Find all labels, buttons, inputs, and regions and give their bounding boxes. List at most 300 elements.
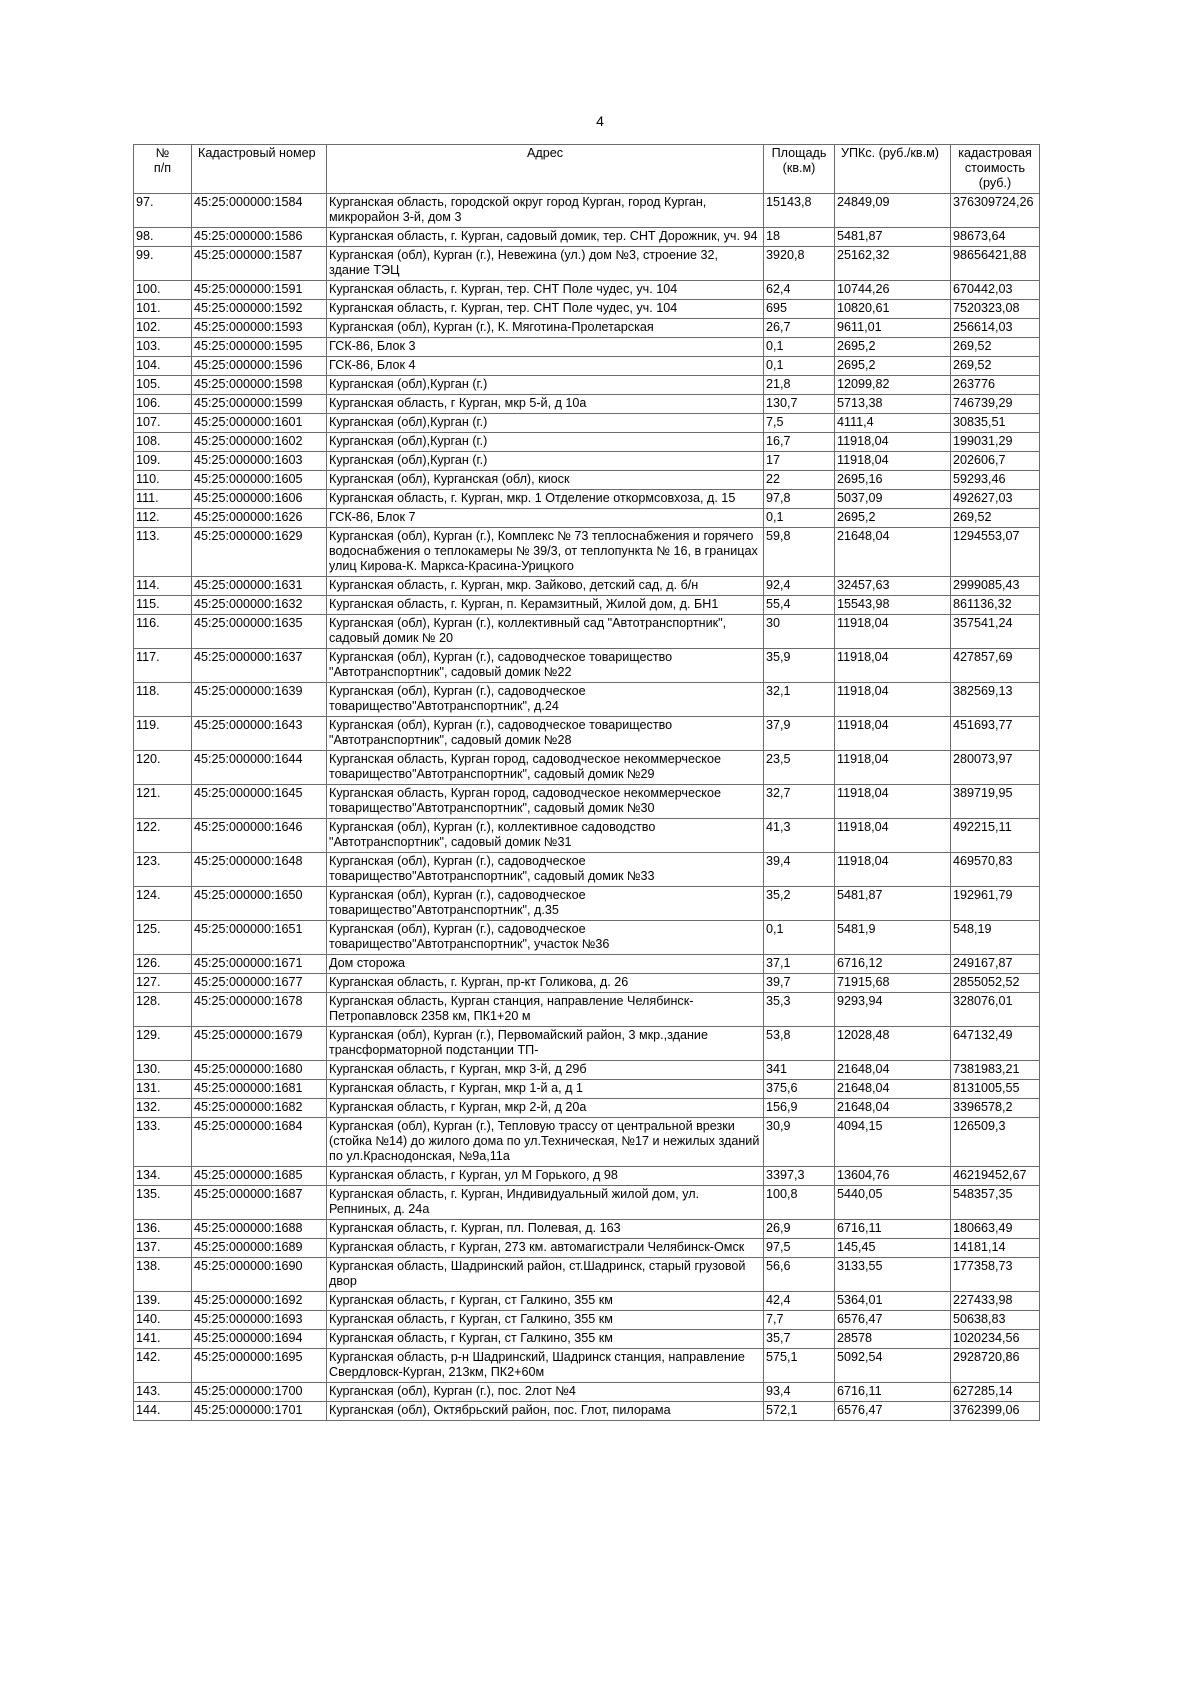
row-number: 136. xyxy=(134,1220,192,1239)
row-number: 125. xyxy=(134,921,192,955)
address: ГСК-86, Блок 3 xyxy=(327,338,764,357)
row-number: 102. xyxy=(134,319,192,338)
cadastral-table xyxy=(133,144,1040,1421)
address: Курганская (обл), Курган (г.), Первомайский район, 3 мкр.,здание трансформаторной подстанции ТП- xyxy=(327,1027,764,1061)
row-number: 112. xyxy=(134,509,192,528)
address: Курганская (обл), Курган (г.), Тепловую трассу от центральной врезки (стойка №14) до жилого дома по ул.Техническая, №17 и нежилых зданий по ул.Краснодонская, №9а,11а xyxy=(327,1118,764,1167)
area: 0,1 xyxy=(764,338,835,357)
cadastral-number: 45:25:000000:1690 xyxy=(192,1258,327,1292)
area: 56,6 xyxy=(764,1258,835,1292)
cadastral-number: 45:25:000000:1599 xyxy=(192,395,327,414)
table-row xyxy=(134,376,1040,395)
row-number: 113. xyxy=(134,528,192,577)
upks: 25162,32 xyxy=(835,247,951,281)
cadastral-value: 328076,01 xyxy=(951,993,1040,1027)
upks: 145,45 xyxy=(835,1239,951,1258)
address: Курганская область, Курган станция, направление Челябинск-Петропавловск 2358 км, ПК1+20 м xyxy=(327,993,764,1027)
row-number: 132. xyxy=(134,1099,192,1118)
cadastral-value: 1294553,07 xyxy=(951,528,1040,577)
table-row xyxy=(134,300,1040,319)
table-row xyxy=(134,357,1040,376)
upks: 5092,54 xyxy=(835,1349,951,1383)
cadastral-number: 45:25:000000:1595 xyxy=(192,338,327,357)
upks: 9611,01 xyxy=(835,319,951,338)
address: Курганская область, г Курган, мкр 1-й а, д 1 xyxy=(327,1080,764,1099)
cadastral-value: 3762399,06 xyxy=(951,1402,1040,1421)
upks: 21648,04 xyxy=(835,1080,951,1099)
cadastral-number: 45:25:000000:1671 xyxy=(192,955,327,974)
table-row xyxy=(134,1330,1040,1349)
address: Курганская область, г. Курган, тер. СНТ Поле чудес, уч. 104 xyxy=(327,300,764,319)
upks: 11918,04 xyxy=(835,649,951,683)
area: 35,2 xyxy=(764,887,835,921)
upks: 3133,55 xyxy=(835,1258,951,1292)
row-number: 140. xyxy=(134,1311,192,1330)
row-number: 129. xyxy=(134,1027,192,1061)
area: 18 xyxy=(764,228,835,247)
upks: 11918,04 xyxy=(835,615,951,649)
cadastral-number: 45:25:000000:1678 xyxy=(192,993,327,1027)
cadastral-number: 45:25:000000:1694 xyxy=(192,1330,327,1349)
table-row xyxy=(134,1167,1040,1186)
row-number: 130. xyxy=(134,1061,192,1080)
table-row xyxy=(134,490,1040,509)
address: Курганская (обл), Курган (г.), садоводческое товарищество "Автотранспортник", садовый домик №28 xyxy=(327,717,764,751)
table-row xyxy=(134,1080,1040,1099)
address: Курганская область, г. Курган, тер. СНТ Поле чудес, уч. 104 xyxy=(327,281,764,300)
table-row xyxy=(134,452,1040,471)
cadastral-number: 45:25:000000:1689 xyxy=(192,1239,327,1258)
cadastral-value: 2855052,52 xyxy=(951,974,1040,993)
upks: 6716,11 xyxy=(835,1220,951,1239)
cadastral-value: 469570,83 xyxy=(951,853,1040,887)
row-number: 111. xyxy=(134,490,192,509)
area: 30 xyxy=(764,615,835,649)
cadastral-value: 199031,29 xyxy=(951,433,1040,452)
row-number: 117. xyxy=(134,649,192,683)
address: Курганская область, р-н Шадринский, Шадринск станция, направление Свердловск-Курган, 213км, ПК2+60м xyxy=(327,1349,764,1383)
area: 0,1 xyxy=(764,509,835,528)
address: Курганская область, г Курган, мкр 3-й, д 29б xyxy=(327,1061,764,1080)
address: Курганская (обл), Курган (г.), коллективное садоводство "Автотранспортник", садовый домик №31 xyxy=(327,819,764,853)
address: Курганская область, Курган город, садоводческое некоммерческое товарищество"Автотранспортник", садовый домик №30 xyxy=(327,785,764,819)
header-value-line2: стоимость xyxy=(964,161,1026,175)
cadastral-value: 263776 xyxy=(951,376,1040,395)
upks: 2695,2 xyxy=(835,338,951,357)
area: 7,7 xyxy=(764,1311,835,1330)
table-row xyxy=(134,414,1040,433)
row-number: 100. xyxy=(134,281,192,300)
table-row xyxy=(134,1239,1040,1258)
cadastral-number: 45:25:000000:1606 xyxy=(192,490,327,509)
area: 100,8 xyxy=(764,1186,835,1220)
table-row xyxy=(134,1118,1040,1167)
cadastral-value: 2999085,43 xyxy=(951,577,1040,596)
address: Курганская область, г. Курган, пл. Полевая, д. 163 xyxy=(327,1220,764,1239)
row-number: 122. xyxy=(134,819,192,853)
cadastral-value: 382569,13 xyxy=(951,683,1040,717)
cadastral-number: 45:25:000000:1680 xyxy=(192,1061,327,1080)
cadastral-number: 45:25:000000:1682 xyxy=(192,1099,327,1118)
row-number: 108. xyxy=(134,433,192,452)
upks: 11918,04 xyxy=(835,717,951,751)
area: 3397,3 xyxy=(764,1167,835,1186)
area: 32,1 xyxy=(764,683,835,717)
table-row xyxy=(134,993,1040,1027)
area: 0,1 xyxy=(764,357,835,376)
address: Курганская область, г. Курган, Индивидуальный жилой дом, ул. Репниных, д. 24а xyxy=(327,1186,764,1220)
address: Курганская область, г Курган, ст Галкино, 355 км xyxy=(327,1292,764,1311)
table-row xyxy=(134,717,1040,751)
cadastral-number: 45:25:000000:1601 xyxy=(192,414,327,433)
table-row xyxy=(134,615,1040,649)
address: Курганская область, г. Курган, мкр. Зайково, детский сад, д. б/н xyxy=(327,577,764,596)
upks: 4111,4 xyxy=(835,414,951,433)
cadastral-number: 45:25:000000:1648 xyxy=(192,853,327,887)
row-number: 114. xyxy=(134,577,192,596)
address: Курганская область, г. Курган, садовый домик, тер. СНТ Дорожник, уч. 94 xyxy=(327,228,764,247)
cadastral-value: 357541,24 xyxy=(951,615,1040,649)
cadastral-number: 45:25:000000:1587 xyxy=(192,247,327,281)
address: Дом сторожа xyxy=(327,955,764,974)
cadastral-number: 45:25:000000:1644 xyxy=(192,751,327,785)
upks: 21648,04 xyxy=(835,528,951,577)
table-row xyxy=(134,1402,1040,1421)
address: Курганская область, г. Курган, пр-кт Голикова, д. 26 xyxy=(327,974,764,993)
upks: 71915,68 xyxy=(835,974,951,993)
area: 35,3 xyxy=(764,993,835,1027)
cadastral-value: 14181,14 xyxy=(951,1239,1040,1258)
address: Курганская область, г Курган, ст Галкино, 355 км xyxy=(327,1330,764,1349)
cadastral-number: 45:25:000000:1684 xyxy=(192,1118,327,1167)
cadastral-value: 670442,03 xyxy=(951,281,1040,300)
cadastral-number: 45:25:000000:1603 xyxy=(192,452,327,471)
area: 0,1 xyxy=(764,921,835,955)
table-row xyxy=(134,319,1040,338)
area: 26,9 xyxy=(764,1220,835,1239)
row-number: 143. xyxy=(134,1383,192,1402)
cadastral-value: 126509,3 xyxy=(951,1118,1040,1167)
table-header-row xyxy=(134,145,1040,194)
table-row xyxy=(134,1061,1040,1080)
row-number: 134. xyxy=(134,1167,192,1186)
row-number: 123. xyxy=(134,853,192,887)
cadastral-number: 45:25:000000:1677 xyxy=(192,974,327,993)
cadastral-number: 45:25:000000:1693 xyxy=(192,1311,327,1330)
table-row xyxy=(134,1383,1040,1402)
cadastral-value: 177358,73 xyxy=(951,1258,1040,1292)
upks: 28578 xyxy=(835,1330,951,1349)
address: Курганская (обл),Курган (г.) xyxy=(327,414,764,433)
row-number: 119. xyxy=(134,717,192,751)
cadastral-number: 45:25:000000:1602 xyxy=(192,433,327,452)
upks: 11918,04 xyxy=(835,433,951,452)
table-row xyxy=(134,887,1040,921)
row-number: 118. xyxy=(134,683,192,717)
area: 39,7 xyxy=(764,974,835,993)
address: ГСК-86, Блок 7 xyxy=(327,509,764,528)
row-number: 99. xyxy=(134,247,192,281)
table-body xyxy=(134,194,1040,1421)
row-number: 144. xyxy=(134,1402,192,1421)
row-number: 137. xyxy=(134,1239,192,1258)
cadastral-number: 45:25:000000:1646 xyxy=(192,819,327,853)
cadastral-value: 389719,95 xyxy=(951,785,1040,819)
cadastral-value: 7381983,21 xyxy=(951,1061,1040,1080)
address: Курганская (обл), Курган (г.), К. Мяготина-Пролетарская xyxy=(327,319,764,338)
cadastral-number: 45:25:000000:1687 xyxy=(192,1186,327,1220)
table-row xyxy=(134,785,1040,819)
header-upks: УПКс. (руб./кв.м) xyxy=(835,145,951,194)
cadastral-value: 269,52 xyxy=(951,509,1040,528)
area: 17 xyxy=(764,452,835,471)
area: 35,7 xyxy=(764,1330,835,1349)
cadastral-value: 746739,29 xyxy=(951,395,1040,414)
table-row xyxy=(134,1258,1040,1292)
cadastral-number: 45:25:000000:1586 xyxy=(192,228,327,247)
upks: 10820,61 xyxy=(835,300,951,319)
header-area-line2: (кв.м) xyxy=(782,161,816,175)
cadastral-value: 98673,64 xyxy=(951,228,1040,247)
area: 53,8 xyxy=(764,1027,835,1061)
area: 55,4 xyxy=(764,596,835,615)
header-number-line1: № xyxy=(155,146,170,160)
area: 97,5 xyxy=(764,1239,835,1258)
cadastral-number: 45:25:000000:1688 xyxy=(192,1220,327,1239)
table-row xyxy=(134,228,1040,247)
table-row xyxy=(134,819,1040,853)
row-number: 135. xyxy=(134,1186,192,1220)
row-number: 141. xyxy=(134,1330,192,1349)
area: 23,5 xyxy=(764,751,835,785)
address: Курганская область, г Курган, ул М Горького, д 98 xyxy=(327,1167,764,1186)
area: 572,1 xyxy=(764,1402,835,1421)
row-number: 128. xyxy=(134,993,192,1027)
cadastral-number: 45:25:000000:1701 xyxy=(192,1402,327,1421)
address: Курганская (обл),Курган (г.) xyxy=(327,452,764,471)
table-row xyxy=(134,596,1040,615)
address: Курганская область, г. Курган, мкр. 1 Отделение откормсовхоза, д. 15 xyxy=(327,490,764,509)
address: Курганская область, Курган город, садоводческое некоммерческое товарищество"Автотранспортник", садовый домик №29 xyxy=(327,751,764,785)
address: Курганская (обл), Курганская (обл), киоск xyxy=(327,471,764,490)
row-number: 126. xyxy=(134,955,192,974)
area: 695 xyxy=(764,300,835,319)
area: 16,7 xyxy=(764,433,835,452)
cadastral-value: 2928720,86 xyxy=(951,1349,1040,1383)
row-number: 103. xyxy=(134,338,192,357)
address: Курганская (обл), Курган (г.), Невежина (ул.) дом №3, строение 32, здание ТЭЦ xyxy=(327,247,764,281)
cadastral-value: 376309724,26 xyxy=(951,194,1040,228)
cadastral-value: 59293,46 xyxy=(951,471,1040,490)
area: 59,8 xyxy=(764,528,835,577)
upks: 4094,15 xyxy=(835,1118,951,1167)
header-value-line1: кадастровая xyxy=(958,146,1032,160)
area: 21,8 xyxy=(764,376,835,395)
area: 375,6 xyxy=(764,1080,835,1099)
upks: 11918,04 xyxy=(835,683,951,717)
area: 37,1 xyxy=(764,955,835,974)
cadastral-number: 45:25:000000:1591 xyxy=(192,281,327,300)
cadastral-value: 548,19 xyxy=(951,921,1040,955)
area: 41,3 xyxy=(764,819,835,853)
address: Курганская (обл), Курган (г.), садоводческое товарищество"Автотранспортник", д.24 xyxy=(327,683,764,717)
row-number: 120. xyxy=(134,751,192,785)
table-row xyxy=(134,281,1040,300)
address: Курганская (обл), Курган (г.), садоводческое товарищество"Автотранспортник", участок №36 xyxy=(327,921,764,955)
table-row xyxy=(134,247,1040,281)
cadastral-value: 202606,7 xyxy=(951,452,1040,471)
cadastral-value: 256614,03 xyxy=(951,319,1040,338)
page-number: 4 xyxy=(596,113,604,129)
table-row xyxy=(134,1292,1040,1311)
area: 156,9 xyxy=(764,1099,835,1118)
header-area xyxy=(764,145,835,194)
table-row xyxy=(134,853,1040,887)
address: Курганская область, Шадринский район, ст.Шадринск, старый грузовой двор xyxy=(327,1258,764,1292)
cadastral-value: 180663,49 xyxy=(951,1220,1040,1239)
row-number: 131. xyxy=(134,1080,192,1099)
address: Курганская (обл),Курган (г.) xyxy=(327,376,764,395)
table-row xyxy=(134,1311,1040,1330)
cadastral-number: 45:25:000000:1651 xyxy=(192,921,327,955)
upks: 32457,63 xyxy=(835,577,951,596)
cadastral-value: 647132,49 xyxy=(951,1027,1040,1061)
cadastral-number: 45:25:000000:1605 xyxy=(192,471,327,490)
upks: 6716,11 xyxy=(835,1383,951,1402)
table-row xyxy=(134,955,1040,974)
cadastral-value: 548357,35 xyxy=(951,1186,1040,1220)
cadastral-number: 45:25:000000:1681 xyxy=(192,1080,327,1099)
header-area-line1: Площадь xyxy=(771,146,827,160)
table-row xyxy=(134,1027,1040,1061)
cadastral-number: 45:25:000000:1596 xyxy=(192,357,327,376)
cadastral-number: 45:25:000000:1635 xyxy=(192,615,327,649)
cadastral-number: 45:25:000000:1593 xyxy=(192,319,327,338)
table-row xyxy=(134,649,1040,683)
cadastral-value: 46219452,67 xyxy=(951,1167,1040,1186)
upks: 5481,9 xyxy=(835,921,951,955)
upks: 6576,47 xyxy=(835,1402,951,1421)
address: Курганская область, г. Курган, п. Керамзитный, Жилой дом, д. БН1 xyxy=(327,596,764,615)
cadastral-value: 269,52 xyxy=(951,357,1040,376)
row-number: 142. xyxy=(134,1349,192,1383)
address: Курганская область, г Курган, 273 км. автомагистрали Челябинск-Омск xyxy=(327,1239,764,1258)
table-row xyxy=(134,1099,1040,1118)
area: 30,9 xyxy=(764,1118,835,1167)
cadastral-number: 45:25:000000:1650 xyxy=(192,887,327,921)
area: 97,8 xyxy=(764,490,835,509)
address: Курганская (обл), Курган (г.), Комплекс № 73 теплоснабжения и горячего водоснабжения о теплокамеры № 39/3, от теплопункта № 16, в границах улиц Кирова-К. Маркса-Красина-Урицкого xyxy=(327,528,764,577)
address: Курганская (обл), Курган (г.), коллективный сад "Автотранспортник", садовый домик № 20 xyxy=(327,615,764,649)
table-row xyxy=(134,974,1040,993)
address: Курганская область, г Курган, ст Галкино, 355 км xyxy=(327,1311,764,1330)
area: 15143,8 xyxy=(764,194,835,228)
row-number: 116. xyxy=(134,615,192,649)
cadastral-value: 427857,69 xyxy=(951,649,1040,683)
cadastral-number: 45:25:000000:1626 xyxy=(192,509,327,528)
cadastral-number: 45:25:000000:1631 xyxy=(192,577,327,596)
address: Курганская область, г Курган, мкр 5-й, д 10а xyxy=(327,395,764,414)
table-row xyxy=(134,509,1040,528)
upks: 5440,05 xyxy=(835,1186,951,1220)
address: ГСК-86, Блок 4 xyxy=(327,357,764,376)
upks: 2695,2 xyxy=(835,509,951,528)
upks: 11918,04 xyxy=(835,751,951,785)
cadastral-number: 45:25:000000:1629 xyxy=(192,528,327,577)
table-row xyxy=(134,683,1040,717)
row-number: 110. xyxy=(134,471,192,490)
table-row xyxy=(134,921,1040,955)
row-number: 104. xyxy=(134,357,192,376)
upks: 6716,12 xyxy=(835,955,951,974)
upks: 6576,47 xyxy=(835,1311,951,1330)
header-number xyxy=(134,145,192,194)
upks: 12099,82 xyxy=(835,376,951,395)
upks: 5037,09 xyxy=(835,490,951,509)
row-number: 127. xyxy=(134,974,192,993)
cadastral-number: 45:25:000000:1692 xyxy=(192,1292,327,1311)
table-row xyxy=(134,528,1040,577)
table-row xyxy=(134,577,1040,596)
header-cadastral-number: Кадастровый номер xyxy=(192,145,327,194)
upks: 2695,16 xyxy=(835,471,951,490)
cadastral-value: 492215,11 xyxy=(951,819,1040,853)
area: 42,4 xyxy=(764,1292,835,1311)
upks: 5481,87 xyxy=(835,228,951,247)
header-value-line3: (руб.) xyxy=(978,176,1012,190)
row-number: 106. xyxy=(134,395,192,414)
address: Курганская (обл), Курган (г.), пос. 2лот №4 xyxy=(327,1383,764,1402)
cadastral-value: 30835,51 xyxy=(951,414,1040,433)
header-cadastral-value xyxy=(951,145,1040,194)
cadastral-number: 45:25:000000:1592 xyxy=(192,300,327,319)
row-number: 98. xyxy=(134,228,192,247)
cadastral-value: 1020234,56 xyxy=(951,1330,1040,1349)
cadastral-number: 45:25:000000:1700 xyxy=(192,1383,327,1402)
upks: 5481,87 xyxy=(835,887,951,921)
row-number: 138. xyxy=(134,1258,192,1292)
cadastral-number: 45:25:000000:1643 xyxy=(192,717,327,751)
table-row xyxy=(134,471,1040,490)
cadastral-number: 45:25:000000:1632 xyxy=(192,596,327,615)
header-address: Адрес xyxy=(327,145,764,194)
upks: 2695,2 xyxy=(835,357,951,376)
cadastral-number: 45:25:000000:1645 xyxy=(192,785,327,819)
cadastral-value: 8131005,55 xyxy=(951,1080,1040,1099)
table-row xyxy=(134,1349,1040,1383)
upks: 10744,26 xyxy=(835,281,951,300)
cadastral-number: 45:25:000000:1584 xyxy=(192,194,327,228)
table-row xyxy=(134,1220,1040,1239)
cadastral-value: 50638,83 xyxy=(951,1311,1040,1330)
row-number: 121. xyxy=(134,785,192,819)
cadastral-value: 861136,32 xyxy=(951,596,1040,615)
address: Курганская (обл), Курган (г.), садоводческое товарищество "Автотранспортник", садовый домик №22 xyxy=(327,649,764,683)
row-number: 115. xyxy=(134,596,192,615)
address: Курганская область, г Курган, мкр 2-й, д 20а xyxy=(327,1099,764,1118)
area: 35,9 xyxy=(764,649,835,683)
cadastral-value: 3396578,2 xyxy=(951,1099,1040,1118)
cadastral-value: 227433,98 xyxy=(951,1292,1040,1311)
upks: 21648,04 xyxy=(835,1099,951,1118)
row-number: 133. xyxy=(134,1118,192,1167)
address: Курганская (обл),Курган (г.) xyxy=(327,433,764,452)
area: 575,1 xyxy=(764,1349,835,1383)
cadastral-number: 45:25:000000:1685 xyxy=(192,1167,327,1186)
upks: 24849,09 xyxy=(835,194,951,228)
upks: 9293,94 xyxy=(835,993,951,1027)
table-row xyxy=(134,751,1040,785)
